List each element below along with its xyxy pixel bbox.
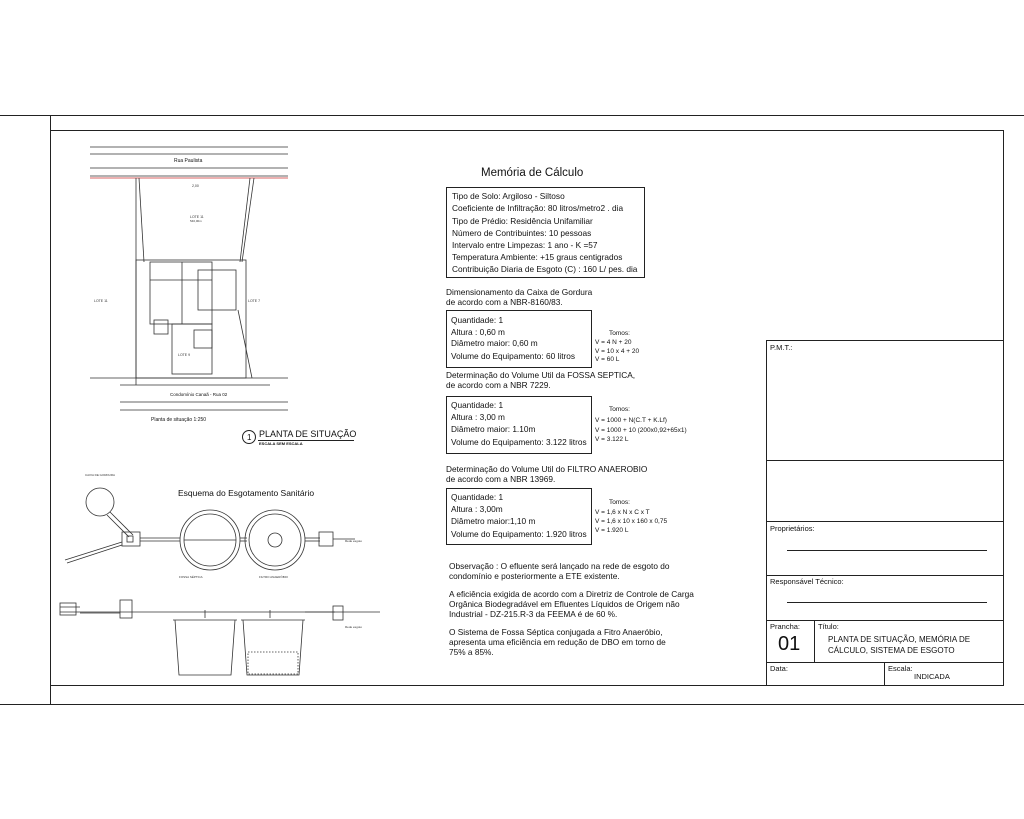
parametro-line: Tipo de Solo: Argiloso - Siltoso	[452, 191, 565, 201]
scheme-tiny-label: FILTRO ANAERÓBIO	[259, 575, 288, 579]
parametro-line: Contribuição Diaria de Esgoto (C) : 160 L/ pes. dia	[452, 264, 638, 274]
scheme-tiny-label: CAIXA DE GORDURA	[85, 473, 116, 477]
site-plan-drawing	[90, 140, 310, 430]
fossa-item: Quantidade: 1	[451, 400, 504, 410]
observacao-line: O Sistema de Fossa Séptica conjugada a Fitro Anaeróbio,	[449, 627, 663, 637]
proprietarios-label: Proprietários:	[770, 524, 815, 533]
scheme-title: Esquema do Esgotamento Sanitário	[178, 488, 315, 498]
plan-scale-note: Planta de situação 1:250	[151, 417, 207, 423]
filtro-item: Altura : 3,00m	[451, 504, 503, 514]
observacao-line: A eficiência exigida de acordo com a Diretriz de Controle de Carga	[449, 589, 694, 599]
title-block-divider	[766, 460, 1004, 461]
scheme-tiny-label: Rede esgoto	[345, 539, 363, 543]
parametro-line: Número de Contribuintes: 10 pessoas	[452, 228, 592, 238]
responsavel-signature-line	[787, 602, 987, 603]
fossa-item: Diâmetro maior: 1.10m	[451, 424, 536, 434]
plan-text-tiny: LOTE 7	[248, 299, 261, 303]
prancha-label: Prancha:	[770, 622, 801, 631]
title-block-divider	[766, 662, 1004, 663]
pmt-label: P.M.T.:	[770, 343, 793, 352]
observacao-line: Industrial - DZ-215.R-3 da FEEMA é de 60 %.	[449, 609, 618, 619]
plan-text-tiny: LOTE 9	[178, 353, 191, 357]
observacao-line: apresenta uma eficiência em redução de DBO em torno de	[449, 637, 666, 647]
filtro-heading: Determinação do Volume Util do FILTRO ANAEROBIO	[446, 464, 648, 474]
fossa-tomos-label: Tomos:	[609, 406, 630, 413]
gordura-item: Altura : 0,60 m	[451, 327, 505, 337]
fossa-item: Altura : 3,00 m	[451, 412, 505, 422]
fossa-heading: Determinação do Volume Util da FOSSA SEPTICA,	[446, 370, 636, 380]
plan-number: 1	[247, 433, 252, 442]
titulo-line: PLANTA DE SITUAÇÃO, MEMÓRIA DE	[828, 635, 971, 644]
filtro-item: Volume do Equipamento: 1.920 litros	[451, 529, 587, 539]
scheme-tiny-label: FOSSA SÉPTICA	[179, 575, 203, 579]
fossa-tomos-line: V = 1000 + N(C.T + K.Lf)	[595, 417, 667, 424]
plan-text-tiny: LOTE 11	[190, 215, 204, 219]
plan-title: PLANTA DE SITUAÇÃO	[259, 429, 357, 439]
filtro-heading: de acordo com a NBR 13969.	[446, 474, 556, 484]
fossa-heading: de acordo com a NBR 7229.	[446, 380, 551, 390]
filtro-tomos-label: Tomos:	[609, 499, 630, 506]
parametro-line: Intervalo entre Limpezas: 1 ano - K =57	[452, 240, 598, 250]
observacao-line: Orgânica Biodegradável em Efluentes Líquidos de Origem não	[449, 599, 680, 609]
gordura-heading: de acordo com a NBR-8160/83.	[446, 297, 563, 307]
plan-number-circle	[242, 430, 256, 444]
observacao-line: 75% a 85%.	[449, 647, 494, 657]
gordura-tomos-line: V = 4 N + 20	[595, 339, 632, 346]
sewage-scheme-drawing	[55, 470, 385, 685]
gordura-item: Diâmetro maior: 0,60 m	[451, 338, 538, 348]
prancha-number: 01	[778, 633, 801, 655]
filtro-item: Diâmetro maior:1,10 m	[451, 516, 536, 526]
memoria-title: Memória de Cálculo	[481, 167, 584, 179]
plan-bottom-street-label: Condomínio Canaã - Rua 02	[170, 392, 228, 397]
plan-street-label: Rua Paulista	[174, 158, 203, 164]
filtro-item: Quantidade: 1	[451, 492, 504, 502]
parametro-line: Coeficiente de Infiltração: 80 litros/metro2 . dia	[452, 203, 624, 213]
filtro-tomos-line: V = 1,6 x 10 x 160 x 0,75	[595, 518, 668, 525]
title-block-divider	[766, 575, 1004, 576]
gordura-heading: Dimensionamento da Caixa de Gordura	[446, 287, 593, 297]
titulo-line: CÁLCULO, SISTEMA DE ESGOTO	[828, 646, 955, 655]
fossa-item: Volume do Equipamento: 3.122 litros	[451, 437, 587, 447]
filtro-tomos-line: V = 1,6 x N x C x T	[595, 509, 650, 516]
plan-text-tiny: 2,00	[192, 184, 199, 188]
gordura-tomos-label: Tomos:	[609, 330, 630, 337]
proprietarios-signature-line	[787, 550, 987, 551]
prancha-divider	[814, 620, 815, 662]
data-escala-divider	[884, 662, 885, 686]
plan-text-tiny: LOTE 11	[94, 299, 108, 303]
parametro-line: Temperatura Ambiente: +15 graus centigrados	[452, 252, 623, 262]
filtro-tomos-line: V = 1.920 L	[595, 527, 629, 534]
title-block-divider	[766, 521, 1004, 522]
data-label: Data:	[770, 664, 788, 673]
gordura-tomos-line: V = 10 x 4 + 20	[595, 348, 640, 355]
escala-label: Escala:	[888, 664, 913, 673]
observacao-line: condomínio e posteriormente a ETE existente.	[449, 571, 620, 581]
scheme-tiny-label: Rede esgoto	[345, 625, 363, 629]
gordura-tomos-line: V = 60 L	[595, 356, 620, 363]
responsavel-label: Responsável Técnico:	[770, 577, 844, 586]
observacao-line: Observação : O efluente será lançado na rede de esgoto do	[449, 561, 670, 571]
plan-text-tiny: 540,00m	[190, 219, 202, 223]
gordura-item: Volume do Equipamento: 60 litros	[451, 351, 576, 361]
gordura-item: Quantidade: 1	[451, 315, 504, 325]
fossa-tomos-line: V = 3.122 L	[595, 436, 629, 443]
parametro-line: Tipo de Prédio: Residência Unifamiliar	[452, 216, 593, 226]
fossa-tomos-line: V = 1000 + 10 (200x0,92+65x1)	[595, 427, 687, 434]
titulo-label: Título:	[818, 622, 839, 631]
escala-value: INDICADA	[914, 672, 950, 681]
plan-subtitle: ESCALA SEM ESCALA	[259, 441, 303, 446]
title-block-divider	[766, 620, 1004, 621]
